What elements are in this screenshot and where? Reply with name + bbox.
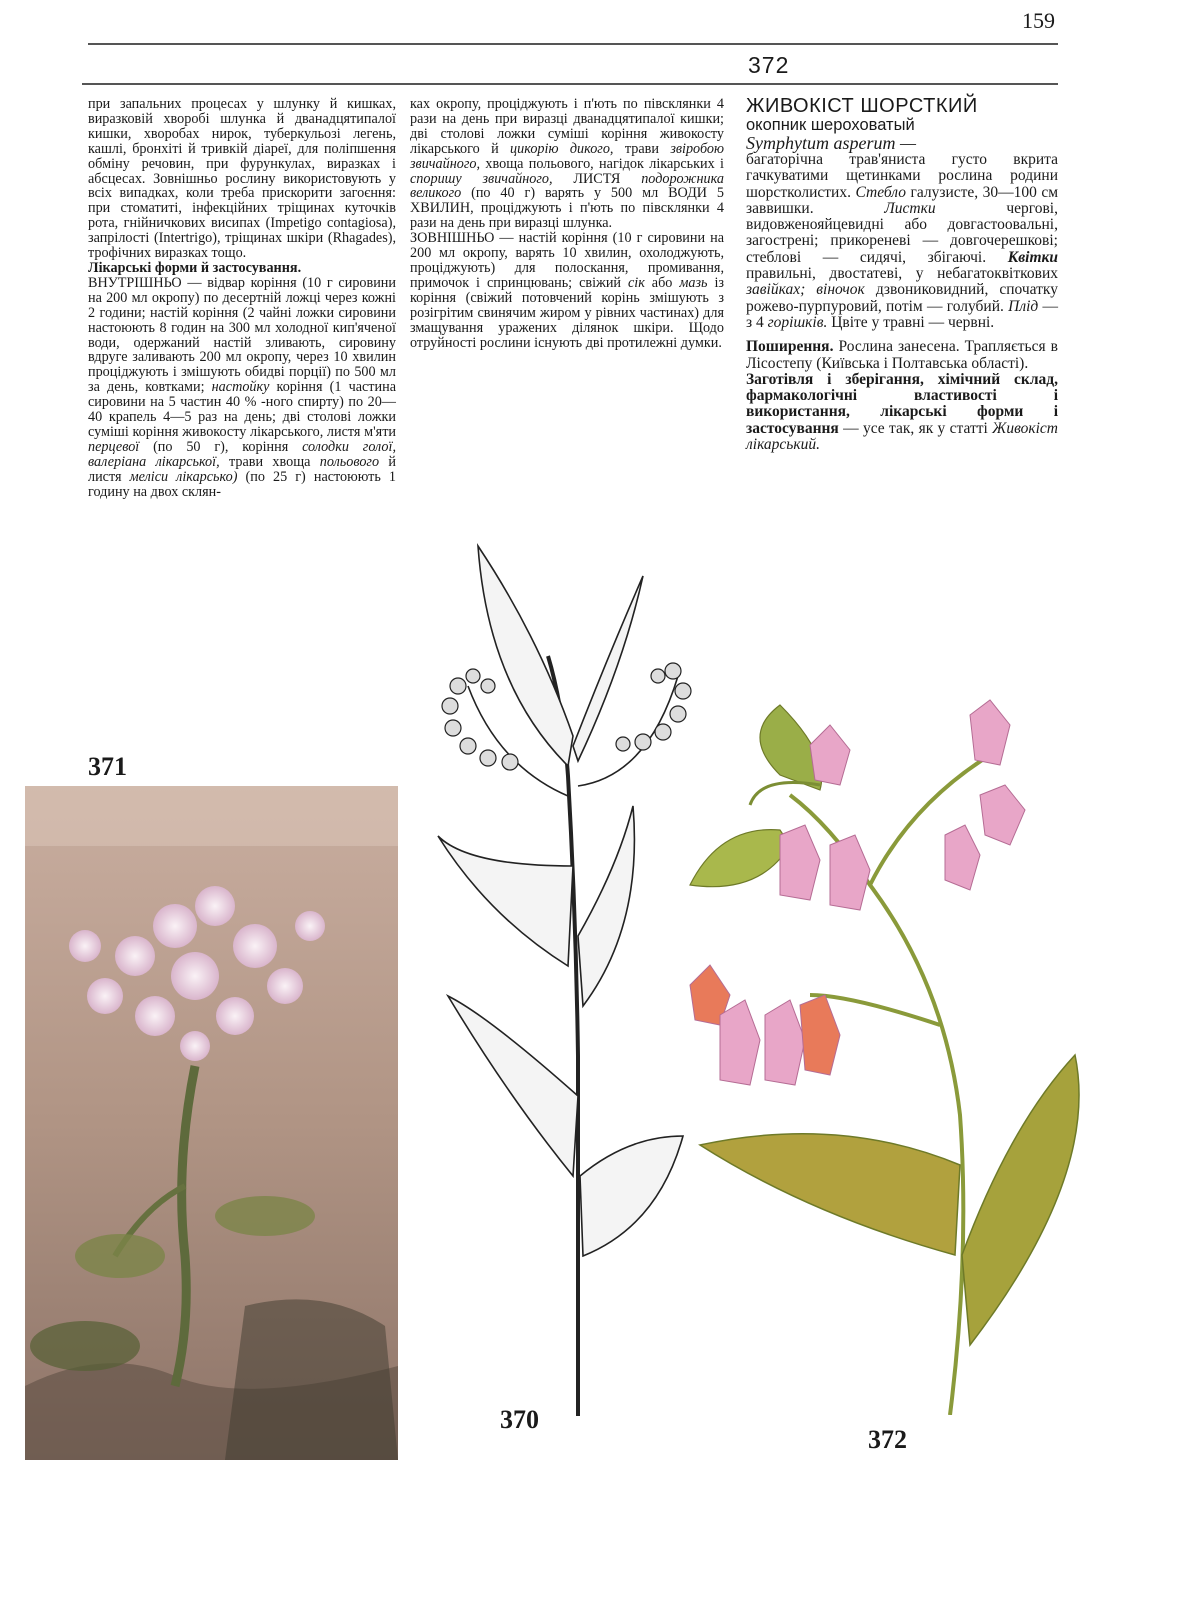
section-heading: Заготівля і зберігання, хімічний склад, фармакологічні властивості і використання, лікарські форми і застосування bbox=[746, 370, 1058, 437]
figure-label-370: 370 bbox=[500, 1405, 539, 1434]
article-title-russian: окопник шероховатый bbox=[746, 116, 915, 134]
paragraph bbox=[88, 261, 396, 276]
text-column-3 bbox=[746, 95, 1058, 453]
paragraph: Поширення. Рослина занесена. Трапляється в Лісостепу (Київська і Полтавська області). bbox=[746, 338, 1058, 372]
plant-color-plate bbox=[680, 695, 1100, 1415]
comfrey-drawing-image bbox=[428, 536, 708, 1426]
article-title: ЖИВОКІСТ ШОРСТКИЙ bbox=[746, 95, 978, 117]
figure-label-371: 371 bbox=[88, 752, 127, 781]
page-number: 159 bbox=[1022, 8, 1055, 33]
paragraph: ках окропу, проціджують і п'ють по півсклянки 4 рази на день при виразці дванадцятипалої кишки; дві столові ложки суміші коріння живокосту лікарського й цикорію дикого, трави звіробою звичайного, хвоща польового, нагідок лікарських і споришу звичайного, ЛИСТЯ подорожника великого (по 40 г) варять у 500 мл ВОДИ 5 ХВИЛИН, проціджують і п'ють по півсклянки 4 рази на день при виразці шлунка. bbox=[410, 96, 724, 232]
paragraph: ЗОВНІШНЬО — настій коріння (10 г сировини на 200 мл окропу, варять 10 хвилин, охолоджують, проціджують) для полоскання, промивання, примочок і спринцювань; свіжий сік або мазь із коріння (свіжий потовчений корінь змішують з розігрітим свинячим жиром у рівних частинах) для змащування уражених ділянок шкіри. Щодо отруйності рослини існують дві протилежні думки. bbox=[410, 230, 724, 351]
paragraph: ВНУТРІШНЬО — відвар коріння (10 г сировини на 200 мл окропу) по десертній ложці через кожні 2 години; настій коріння (2 чайні ложки сировини настоюють 8 годин на 300 мл холодної кип'яченої води, одержаний настій зливають, сировину вдруге заливають 200 мл окропу, через 10 хвилин проціджують і змішують обидві порції) по 500 мл за день, ковтками; настойку коріння (1 частина сировини на 5 частин 40 % -ного спирту) по 20—40 крапель 4—5 раз на день; дві столові ложки суміші коріння живокосту лікарського, листя м'яти перцевої (по 50 г), коріння солодки голої, валеріана лікарської, трави хвоща польового й листя меліси лікарсько) (по 25 г) настоюють 1 годину на двох склян- bbox=[88, 274, 396, 500]
top-rule-right bbox=[88, 43, 1058, 45]
paragraph: багаторічна трав'яниста густо вкрита гачкуватими щетинками рослина родини шорстколистих. Стебло галузисте, 30—100 см заввишки. Листки чергові, видовженояйцевидні або довгастоовальні, загострені; прикореневі — довгочерешкові; стеблові — сидячі, збігаючі. Квітки правильні, двостатеві, у небагатоквіткових завійках; віночок дзвониковидний, спочатку рожево-пурпуровий, потім — голубий. Плід — з 4 горішків. Цвіте у травні — червні. bbox=[746, 151, 1059, 331]
rough-comfrey-illustration bbox=[680, 695, 1100, 1415]
paragraph: Заготівля і зберігання, хімічний склад, фармакологічні властивості і використання, лікарські форми і застосування — усе так, як у статті Живокіст лікарський. bbox=[746, 370, 1058, 454]
figure-label-372: 372 bbox=[868, 1425, 907, 1454]
text-column-1 bbox=[88, 97, 396, 499]
section-heading: Лікарські форми й застосування. bbox=[88, 259, 302, 276]
plant-line-drawing bbox=[428, 536, 708, 1426]
paragraph: при запальних процесах у шлунку й кишках, виразковій хворобі шлунка й дванадцятипалої кишки, хворобах нирок, туберкульозі легень, кашлі, бронхіті й тривкій діареї, для поліпшення обміну речовин, при фурункулах, виразках і абсцесах. Зовнішньо рослину використовують у всіх випадках, коли треба прискорити загоєння: при стоматиті, інфекційних тріщинах куточків рота, гнійничкових висипах (Impetigo contagiosa), запрілості (Intertrigo), тріщинах шкіри (Rhagades), трофічних виразках тощо. bbox=[88, 96, 396, 262]
plant-photo bbox=[25, 786, 398, 1460]
second-rule bbox=[82, 83, 1058, 85]
section-heading: Поширення. bbox=[746, 338, 834, 356]
text-column-2 bbox=[410, 97, 724, 350]
article-title-latin: Symphytum asperum — bbox=[746, 133, 916, 153]
borage-photo-image bbox=[25, 786, 398, 1460]
entry-number: 372 bbox=[748, 52, 790, 78]
